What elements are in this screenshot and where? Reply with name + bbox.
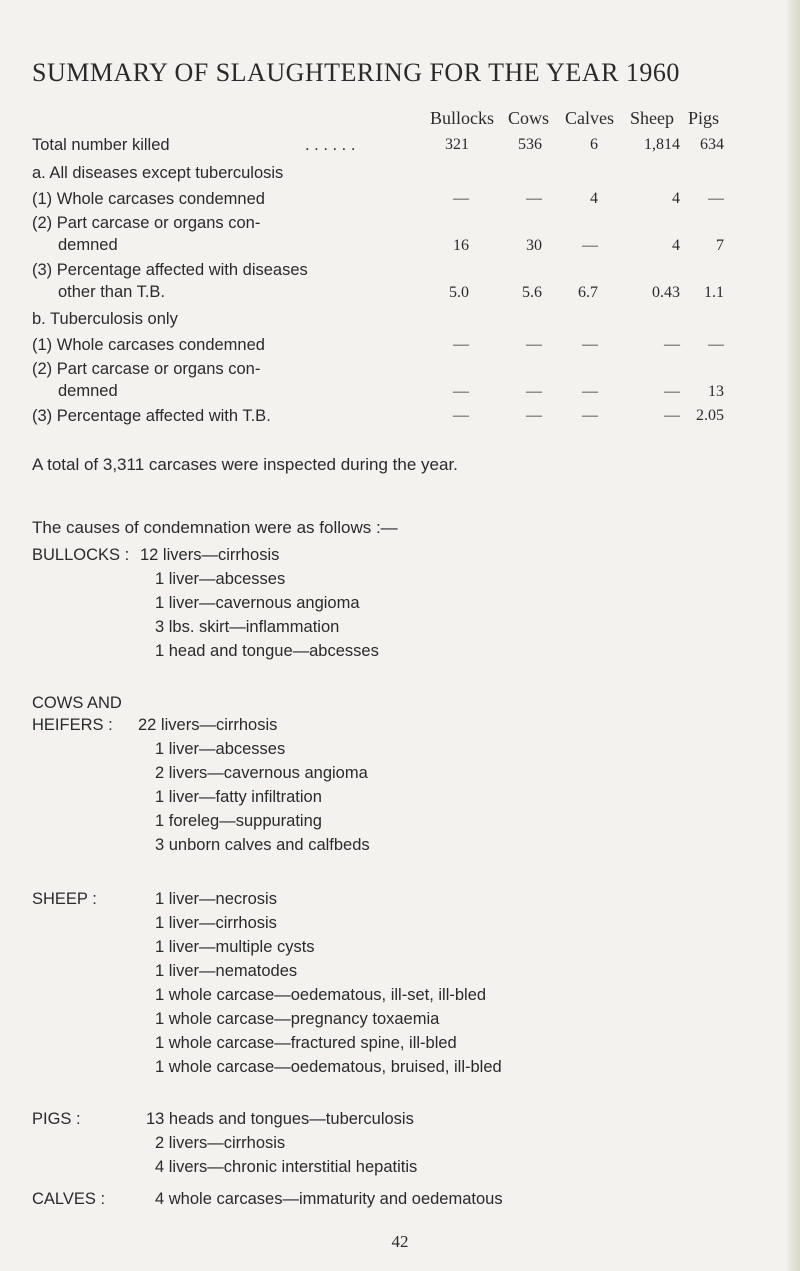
row-label-b2-cont: demned — [58, 382, 118, 400]
list-item: 12 livers—cirrhosis — [140, 546, 280, 564]
heifers-heading: HEIFERS : — [32, 716, 113, 734]
cell-a1-bullocks: — — [453, 190, 469, 207]
cell-b3-pigs: 2.05 — [696, 407, 724, 424]
list-item: 1 liver—multiple cysts — [155, 938, 315, 956]
list-item: 1 whole carcase—pregnancy toxaemia — [155, 1010, 440, 1028]
calves-heading: CALVES : — [32, 1190, 106, 1208]
cell-a1-sheep: 4 — [672, 190, 680, 207]
cell-b1-sheep: — — [664, 336, 680, 353]
cell-b2-calves: — — [582, 383, 598, 400]
cell-a2-calves: — — [582, 237, 598, 254]
sheep-heading: SHEEP : — [32, 890, 97, 908]
cell-a3-bullocks: 5.0 — [449, 284, 469, 301]
list-item: 1 liver—cavernous angioma — [155, 594, 360, 612]
list-item: 1 liver—necrosis — [155, 890, 277, 908]
list-item: 4 livers—chronic interstitial hepatitis — [155, 1158, 418, 1176]
cell-a1-pigs: — — [708, 190, 724, 207]
row-label-section-a: a. All diseases except tuberculosis — [32, 164, 284, 182]
cell-b2-pigs: 13 — [708, 383, 724, 400]
cell-b1-calves: — — [582, 336, 598, 353]
list-item: 3 unborn calves and calfbeds — [155, 836, 370, 854]
cell-a2-bullocks: 16 — [453, 237, 469, 254]
row-label-a3: (3) Percentage affected with diseases — [32, 261, 308, 279]
list-item: 1 liver—nematodes — [155, 962, 298, 980]
list-item: 1 whole carcase—fractured spine, ill-bled — [155, 1034, 457, 1052]
row-label-a1: (1) Whole carcases condemned — [32, 190, 265, 208]
list-item: 2 livers—cirrhosis — [155, 1134, 286, 1152]
row-label-total: Total number killed — [32, 136, 170, 154]
page-title: SUMMARY OF SLAUGHTERING FOR THE YEAR 1960 — [32, 58, 680, 87]
list-item: 1 liver—cirrhosis — [155, 914, 277, 932]
list-item: 1 liver—abcesses — [155, 570, 286, 588]
cell-a2-pigs: 7 — [716, 237, 724, 254]
cell-total-calves: 6 — [590, 136, 598, 153]
list-item: 22 livers—cirrhosis — [138, 716, 278, 734]
cell-total-sheep: 1,814 — [644, 136, 680, 153]
list-item: 4 whole carcases—immaturity and oedematous — [155, 1190, 503, 1208]
list-item: 1 whole carcase—oedematous, bruised, ill-bled — [155, 1058, 502, 1076]
cell-b1-bullocks: — — [453, 336, 469, 353]
row-label-a2: (2) Part carcase or organs con- — [32, 214, 261, 232]
causes-intro-text: The causes of condemnation were as follows :— — [32, 518, 398, 537]
column-header-cows: Cows — [508, 108, 550, 128]
column-header-pigs: Pigs — [688, 108, 720, 128]
cell-b2-sheep: — — [664, 383, 680, 400]
cows-heading: COWS AND — [32, 694, 122, 712]
cell-b2-cows: — — [526, 383, 542, 400]
cell-a2-sheep: 4 — [672, 237, 680, 254]
cell-a1-cows: — — [526, 190, 542, 207]
list-item: 2 livers—cavernous angioma — [155, 764, 368, 782]
row-label-b1: (1) Whole carcases condemned — [32, 336, 265, 354]
column-header-sheep: Sheep — [630, 108, 674, 128]
cell-total-pigs: 634 — [700, 136, 724, 153]
cell-b3-bullocks: — — [453, 407, 469, 424]
list-item: 13 heads and tongues—tuberculosis — [146, 1110, 414, 1128]
cell-a3-calves: 6.7 — [578, 284, 598, 301]
list-item: 1 liver—fatty infiltration — [155, 788, 322, 806]
row-label-b3: (3) Percentage affected with T.B. — [32, 407, 271, 425]
cell-total-bullocks: 321 — [445, 136, 469, 153]
column-header-bullocks: Bullocks — [430, 108, 495, 128]
page-edge-shadow — [786, 0, 800, 1271]
cell-a1-calves: 4 — [590, 190, 598, 207]
cell-total-cows: 536 — [518, 136, 542, 153]
row-label-a3-cont: other than T.B. — [58, 283, 166, 301]
column-header-calves: Calves — [565, 108, 614, 128]
list-item: 1 liver—abcesses — [155, 740, 286, 758]
bullocks-heading: BULLOCKS : — [32, 546, 130, 564]
list-item: 1 foreleg—suppurating — [155, 812, 322, 830]
total-inspected-text: A total of 3,311 carcases were inspected during the year. — [32, 455, 458, 474]
cell-a3-pigs: 1.1 — [704, 284, 724, 301]
cell-a2-cows: 30 — [526, 237, 542, 254]
cell-a3-cows: 5.6 — [522, 284, 542, 301]
cell-b3-cows: — — [526, 407, 542, 424]
row-label-b2: (2) Part carcase or organs con- — [32, 360, 261, 378]
list-item: 3 lbs. skirt—inflammation — [155, 618, 340, 636]
list-item: 1 head and tongue—abcesses — [155, 642, 379, 660]
row-label-a2-cont: demned — [58, 236, 118, 254]
cell-a3-sheep: 0.43 — [652, 284, 680, 301]
cell-b1-pigs: — — [708, 336, 724, 353]
cell-b2-bullocks: — — [453, 383, 469, 400]
row-dots: . . . . . . — [305, 136, 356, 154]
row-label-section-b: b. Tuberculosis only — [32, 310, 178, 328]
list-item: 1 whole carcase—oedematous, ill-set, ill-bled — [155, 986, 487, 1004]
cell-b3-sheep: — — [664, 407, 680, 424]
page-number: 42 — [391, 1232, 409, 1251]
cell-b3-calves: — — [582, 407, 598, 424]
pigs-heading: PIGS : — [32, 1110, 81, 1128]
cell-b1-cows: — — [526, 336, 542, 353]
